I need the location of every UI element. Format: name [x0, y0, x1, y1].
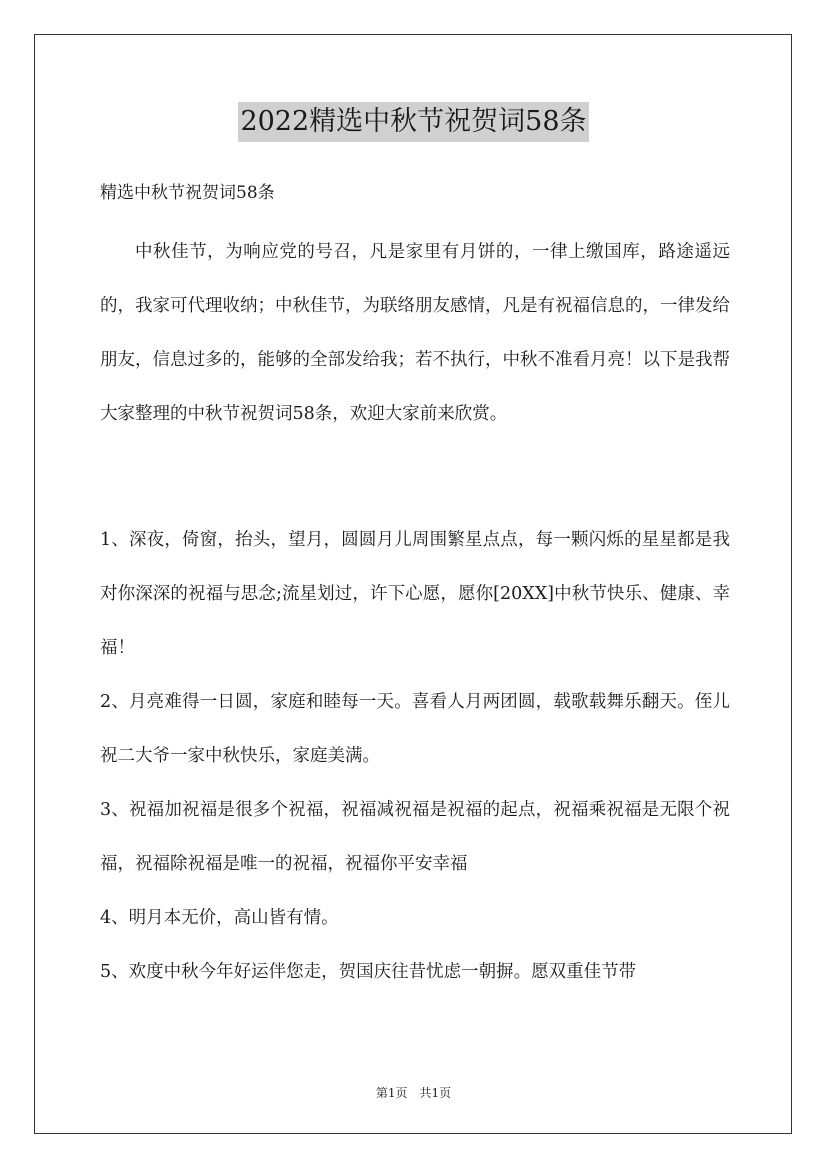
- document-subtitle: 精选中秋节祝贺词58条: [100, 183, 275, 203]
- list-item: 5、欢度中秋今年好运伴您走，贺国庆往昔忧虑一朝摒。愿双重佳节带: [100, 962, 637, 982]
- list-item: 2、月亮难得一日圆，家庭和睦每一天。喜看人月两团圆，载歌载舞乐翻天。侄儿祝二大爷一家中秋快乐，家庭美满。: [100, 692, 730, 766]
- page-total: 共1页: [419, 1086, 452, 1100]
- document-title: 2022精选中秋节祝贺词58条: [238, 102, 588, 142]
- section-spacer: [100, 441, 730, 513]
- document-body: [100, 175, 730, 999]
- intro-paragraph: 中秋佳节，为响应党的号召，凡是家里有月饼的，一律上缴国库，路途遥远的，我家可代理收纳；中秋佳节，为联络朋友感情，凡是有祝福信息的，一律发给朋友，信息过多的，能够的全部发给我；若不执行，中秋不准看月亮！以下是我帮大家整理的中秋节祝贺词58条，欢迎大家前来欣赏。: [100, 242, 730, 424]
- page-number: 第1页: [375, 1086, 408, 1100]
- list-item: 1、深夜，倚窗，抬头，望月，圆圆月儿周围繁星点点，每一颗闪烁的星星都是我对你深深的祝福与思念;流星划过，许下心愿，愿你[20XX]中秋节快乐、健康、幸福！: [100, 530, 730, 658]
- page-footer: [0, 1084, 827, 1102]
- title-container: [0, 102, 827, 142]
- list-item: 4、明月本无价，高山皆有情。: [100, 908, 339, 928]
- list-item: 3、祝福加祝福是很多个祝福，祝福减祝福是祝福的起点，祝福乘祝福是无限个祝福，祝福除祝福是唯一的祝福，祝福你平安幸福: [100, 800, 730, 874]
